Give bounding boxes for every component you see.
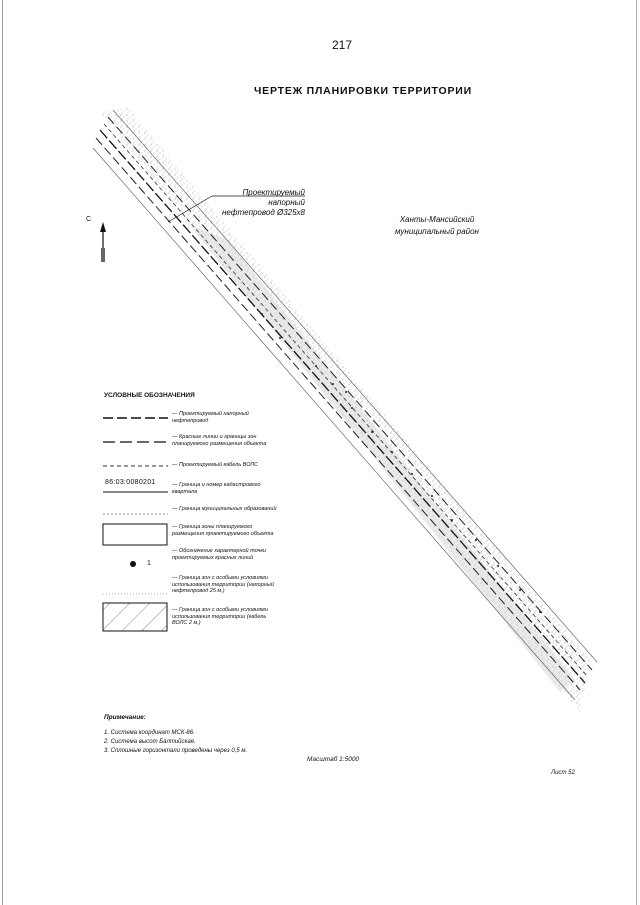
region-label: [395, 214, 479, 238]
note-item: 1. Система координат МСК-86.: [104, 730, 195, 736]
note-item: 2. Система высот Балтийская.: [104, 739, 196, 745]
legend-text: — Граница зоны планируемого размещения проектируемого объекта: [172, 524, 274, 537]
sheet-number: Лист 52: [551, 770, 575, 776]
legend-text: — Проектируемый кабель ВОЛС: [172, 462, 259, 468]
legend-text: — Граница зон с особыми условиями использования территории (кабель ВОЛС 2 м.): [172, 607, 268, 626]
pipeline-callout: [210, 188, 305, 218]
callout-line-3: нефтепровод Ø325х8: [222, 208, 305, 217]
north-label: С: [86, 216, 92, 223]
pipeline-line: [100, 130, 585, 683]
note-item: 3. Сплошные горизонтали проведены через 0,5 м.: [104, 748, 248, 754]
region-line-1: Ханты-Мансийский: [399, 215, 475, 224]
legend-text: — Граница зон с особыми условиями использования территории (напорный нефтепровод 25 м.): [172, 575, 274, 594]
scale-label: Масштаб 1:5000: [307, 756, 360, 763]
red-line-left: [96, 138, 580, 690]
cadastral-code: 86:03:0080201: [105, 479, 156, 486]
legend-text: — Граница муниципальных образований: [172, 506, 277, 512]
map-title: ЧЕРТЕЖ ПЛАНИРОВКИ ТЕРРИТОРИИ: [254, 85, 472, 97]
legend-text: — Проектируемый напорный нефтепровод: [172, 411, 249, 424]
callout-line-1: Проектируемый: [242, 188, 305, 197]
legend-text: — Обозначение характерной точки проектируемых красных линий: [172, 548, 266, 561]
legend-text: — Граница и номер кадастрового квартала: [172, 482, 261, 495]
region-line-2: муниципальный район: [395, 227, 479, 236]
notes-title: Примечание:: [104, 714, 146, 721]
point-marker-label: 1: [147, 560, 151, 567]
callout-line-2: напорный: [268, 198, 305, 207]
legend-text: — Красные линии и границы зон планируемого размещения объекта: [172, 434, 267, 447]
legend-title: УСЛОВНЫЕ ОБОЗНАЧЕНИЯ: [104, 392, 195, 399]
page-number: 217: [331, 38, 353, 52]
north-arrow-icon: [100, 222, 106, 262]
legend-swatches: [103, 418, 168, 631]
